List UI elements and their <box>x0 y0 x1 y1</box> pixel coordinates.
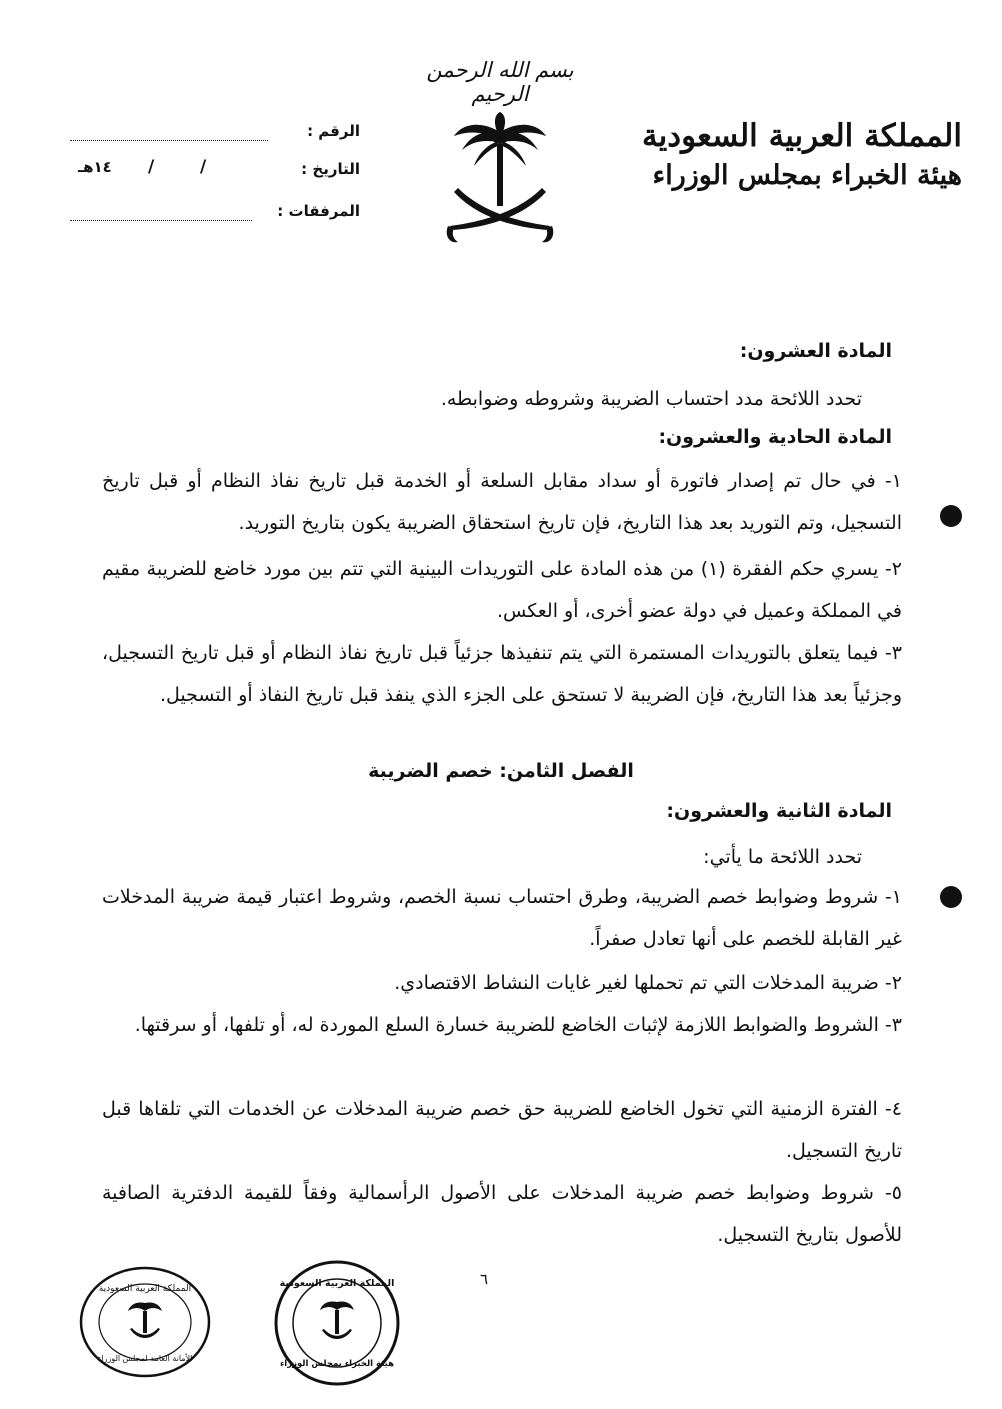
date-separator: / <box>200 157 207 177</box>
seal-text: هيئة الخبراء بمجلس الوزراء <box>279 1359 395 1369</box>
seal-emblem-icon <box>128 1302 162 1338</box>
article-22-item: ٥- شروط وضوابط خصم ضريبة المدخلات على الأصول الرأسمالية وفقاً للقيمة الدفترية الصافية للأصول بتاريخ التسجيل. <box>102 1182 902 1246</box>
chapter-heading: الفصل الثامن: خصم الضريبة <box>368 760 634 782</box>
org-name-line1: المملكة العربية السعودية <box>642 118 962 154</box>
article-21-heading: المادة الحادية والعشرون: <box>658 426 892 448</box>
org-name-line2: هيئة الخبراء بمجلس الوزراء <box>652 160 962 191</box>
attachments-label: المرفقات : <box>277 202 360 220</box>
date-label: التاريخ : <box>301 160 360 178</box>
general-secretariat-seal <box>78 1265 213 1380</box>
basmala: بسم الله الرحمن الرحيم <box>426 58 574 106</box>
experts-commission-seal <box>272 1258 402 1388</box>
date-field <box>60 157 360 188</box>
seal-text: الأمانة العامة لمجلس الوزراء <box>97 1354 193 1363</box>
article-22-item: ١- شروط وضوابط خصم الضريبة، وطرق احتساب نسبة الخصم، وشروط اعتبار قيمة ضريبة المدخلات غير القابلة للخصم على أنها تعادل صفراً. <box>102 886 902 950</box>
saudi-emblem-icon <box>440 110 560 250</box>
date-hijri-suffix: ١٤هـ <box>78 158 112 176</box>
article-21-item: ٢- يسري حكم الفقرة (١) من هذه المادة على التوريدات البينية التي تتم بين مورد خاضع للضريبة مقيم في المملكة وعميل في دولة عضو أخرى، أو العكس. <box>102 558 902 622</box>
article-21-item: ١- في حال تم إصدار فاتورة أو سداد مقابل السلعة أو الخدمة قبل تاريخ نفاذ النظام أو قبل تاريخ التسجيل، وتم التوريد بعد هذا التاريخ، فإن تاريخ استحقاق الضريبة يكون بتاريخ التوريد. <box>102 470 902 534</box>
article-20-heading: المادة العشرون: <box>739 340 892 362</box>
reference-number-field <box>60 122 360 150</box>
seal-emblem-icon <box>320 1301 354 1339</box>
reference-line <box>70 140 268 141</box>
seal-text: المملكة العربية السعودية <box>279 1278 395 1289</box>
attachments-field <box>60 202 360 230</box>
punch-hole-icon <box>940 886 962 908</box>
reference-label: الرقم : <box>307 122 360 140</box>
seal-text: المملكة العربية السعودية <box>98 1284 192 1294</box>
article-22-item: ٣- الشروط والضوابط اللازمة لإثبات الخاضع للضريبة خسارة السلع الموردة له، أو تلفها، أو سرقتها. <box>134 1014 902 1036</box>
attachments-line <box>70 220 252 221</box>
page-number: ٦ <box>480 1270 489 1288</box>
article-22-intro: تحدد اللائحة ما يأتي: <box>703 846 862 868</box>
article-20-text: تحدد اللائحة مدد احتساب الضريبة وشروطه وضوابطه. <box>440 388 862 410</box>
punch-hole-icon <box>940 505 962 527</box>
article-22-heading: المادة الثانية والعشرون: <box>666 800 892 822</box>
article-22-item: ٢- ضريبة المدخلات التي تم تحملها لغير غايات النشاط الاقتصادي. <box>394 972 902 994</box>
date-separator: / <box>148 157 155 177</box>
article-22-item: ٤- الفترة الزمنية التي تخول الخاضع للضريبة حق خصم ضريبة المدخلات عن الخدمات التي تلقاها قبل تاريخ التسجيل. <box>102 1098 902 1162</box>
article-21-item: ٣- فيما يتعلق بالتوريدات المستمرة التي يتم تنفيذها جزئياً قبل تاريخ نفاذ النظام أو قبل تاريخ التسجيل، وجزئياً بعد هذا التاريخ، فإن الضريبة لا تستحق على الجزء الذي ينفذ قبل تاريخ النفاذ أو التسجيل. <box>102 642 902 706</box>
